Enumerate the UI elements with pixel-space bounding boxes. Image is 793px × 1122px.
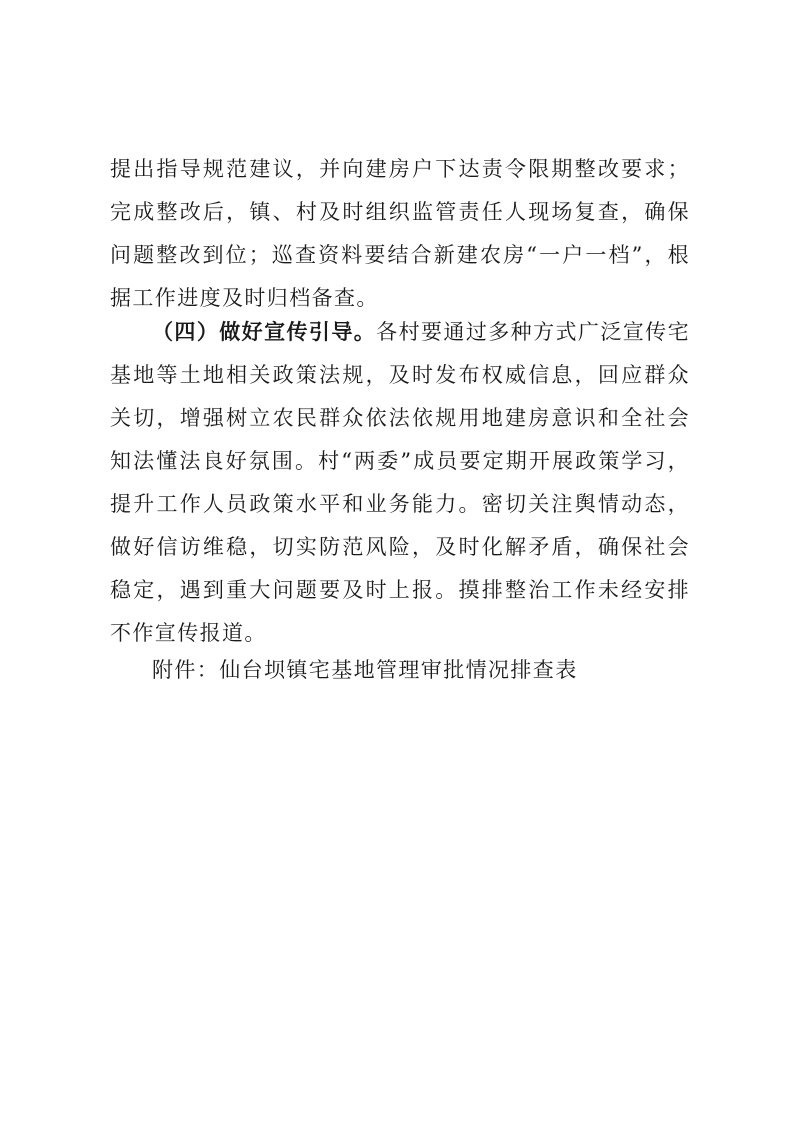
attachment-label: 附件： [152,658,220,682]
attachment-title: 仙台坝镇宅基地管理审批情况排查表 [219,658,578,682]
attachment-line [152,649,578,692]
section-body-publicity: 各村要通过多种方式广泛宣传宅基地等土地相关政策法规，及时发布权威信息，回应群众关切，增强树立农民群众依法依规用地建房意识和全社会知法懂法良好氛围。村“两委”成员要定期开展政策学习，提升工作人员政策水平和业务能力。密切关注舆情动态，做好信访维稳，切实防范风险，及时化解矛盾，确保社会稳定，遇到重大问题要及时上报。摸排整治工作未经安排不作宣传报道。 [110,320,690,645]
paragraph-publicity [110,310,690,655]
section-heading-publicity: （四）做好宣传引导。 [152,319,377,344]
paragraph-continued: 提出指导规范建议，并向建房户下达责令限期整改要求；完成整改后，镇、村及时组织监管责任人现场复查，确保问题整改到位；巡查资料要结合新建农房“一户一档”，根据工作进度及时归档备查。 [110,157,690,310]
